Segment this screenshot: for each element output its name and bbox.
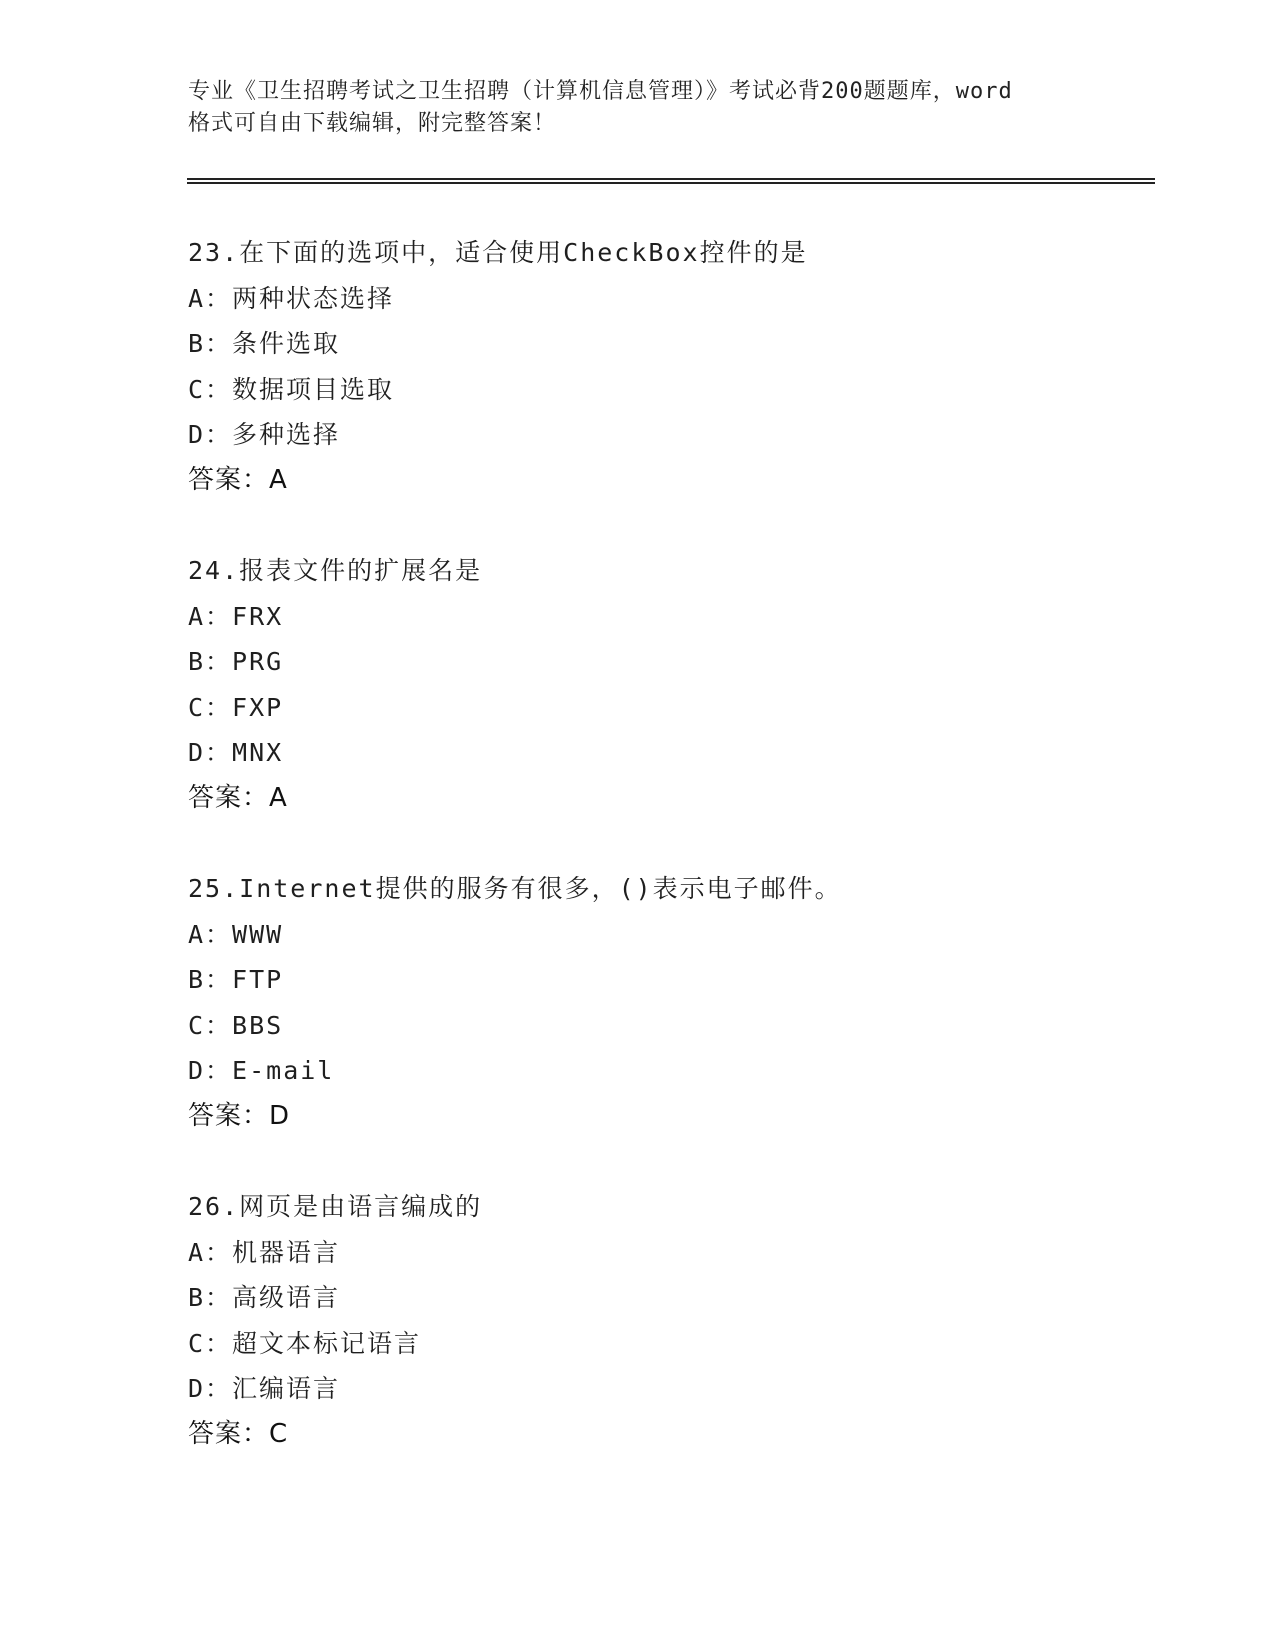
header-line-1: 专业《卫生招聘考试之卫生招聘（计算机信息管理）》考试必背200题题库，word [188, 79, 1013, 104]
question-24 [188, 548, 1148, 821]
option-a: A：机器语言 [188, 1237, 341, 1267]
option-b: B：条件选取 [188, 329, 341, 358]
header-divider [187, 178, 1155, 184]
question-stem: 23.在下面的选项中，适合使用CheckBox控件的是 [188, 238, 808, 267]
question-25 [188, 866, 1148, 1139]
answer-label: 答案：A [188, 782, 288, 813]
option-d: D：汇编语言 [188, 1374, 341, 1403]
question-stem: 25.Internet提供的服务有很多，()表示电子邮件。 [188, 874, 842, 903]
question-stem: 24.报表文件的扩展名是 [188, 556, 483, 585]
answer-label: 答案：A [188, 464, 288, 495]
answer-label: 答案：C [188, 1418, 289, 1449]
question-stem: 26.网页是由语言编成的 [188, 1192, 483, 1221]
option-a: A：FRX [188, 601, 284, 631]
question-26 [188, 1184, 1148, 1457]
option-d: D：E-mail [188, 1056, 335, 1085]
option-b: B：高级语言 [188, 1283, 341, 1312]
option-b: B：FTP [188, 965, 284, 994]
question-23 [188, 230, 1148, 503]
answer-label: 答案：D [188, 1100, 291, 1131]
header-line-2: 格式可自由下载编辑，附完整答案！ [188, 111, 557, 136]
option-d: D：MNX [188, 738, 284, 767]
option-b: B：PRG [188, 647, 284, 676]
document-header [188, 76, 1088, 140]
option-c: C：BBS [188, 1010, 284, 1040]
option-c: C：FXP [188, 692, 284, 722]
option-c: C：数据项目选取 [188, 374, 395, 404]
option-c: C：超文本标记语言 [188, 1328, 422, 1358]
option-a: A：两种状态选择 [188, 283, 395, 313]
option-d: D：多种选择 [188, 420, 341, 449]
option-a: A：WWW [188, 919, 284, 949]
